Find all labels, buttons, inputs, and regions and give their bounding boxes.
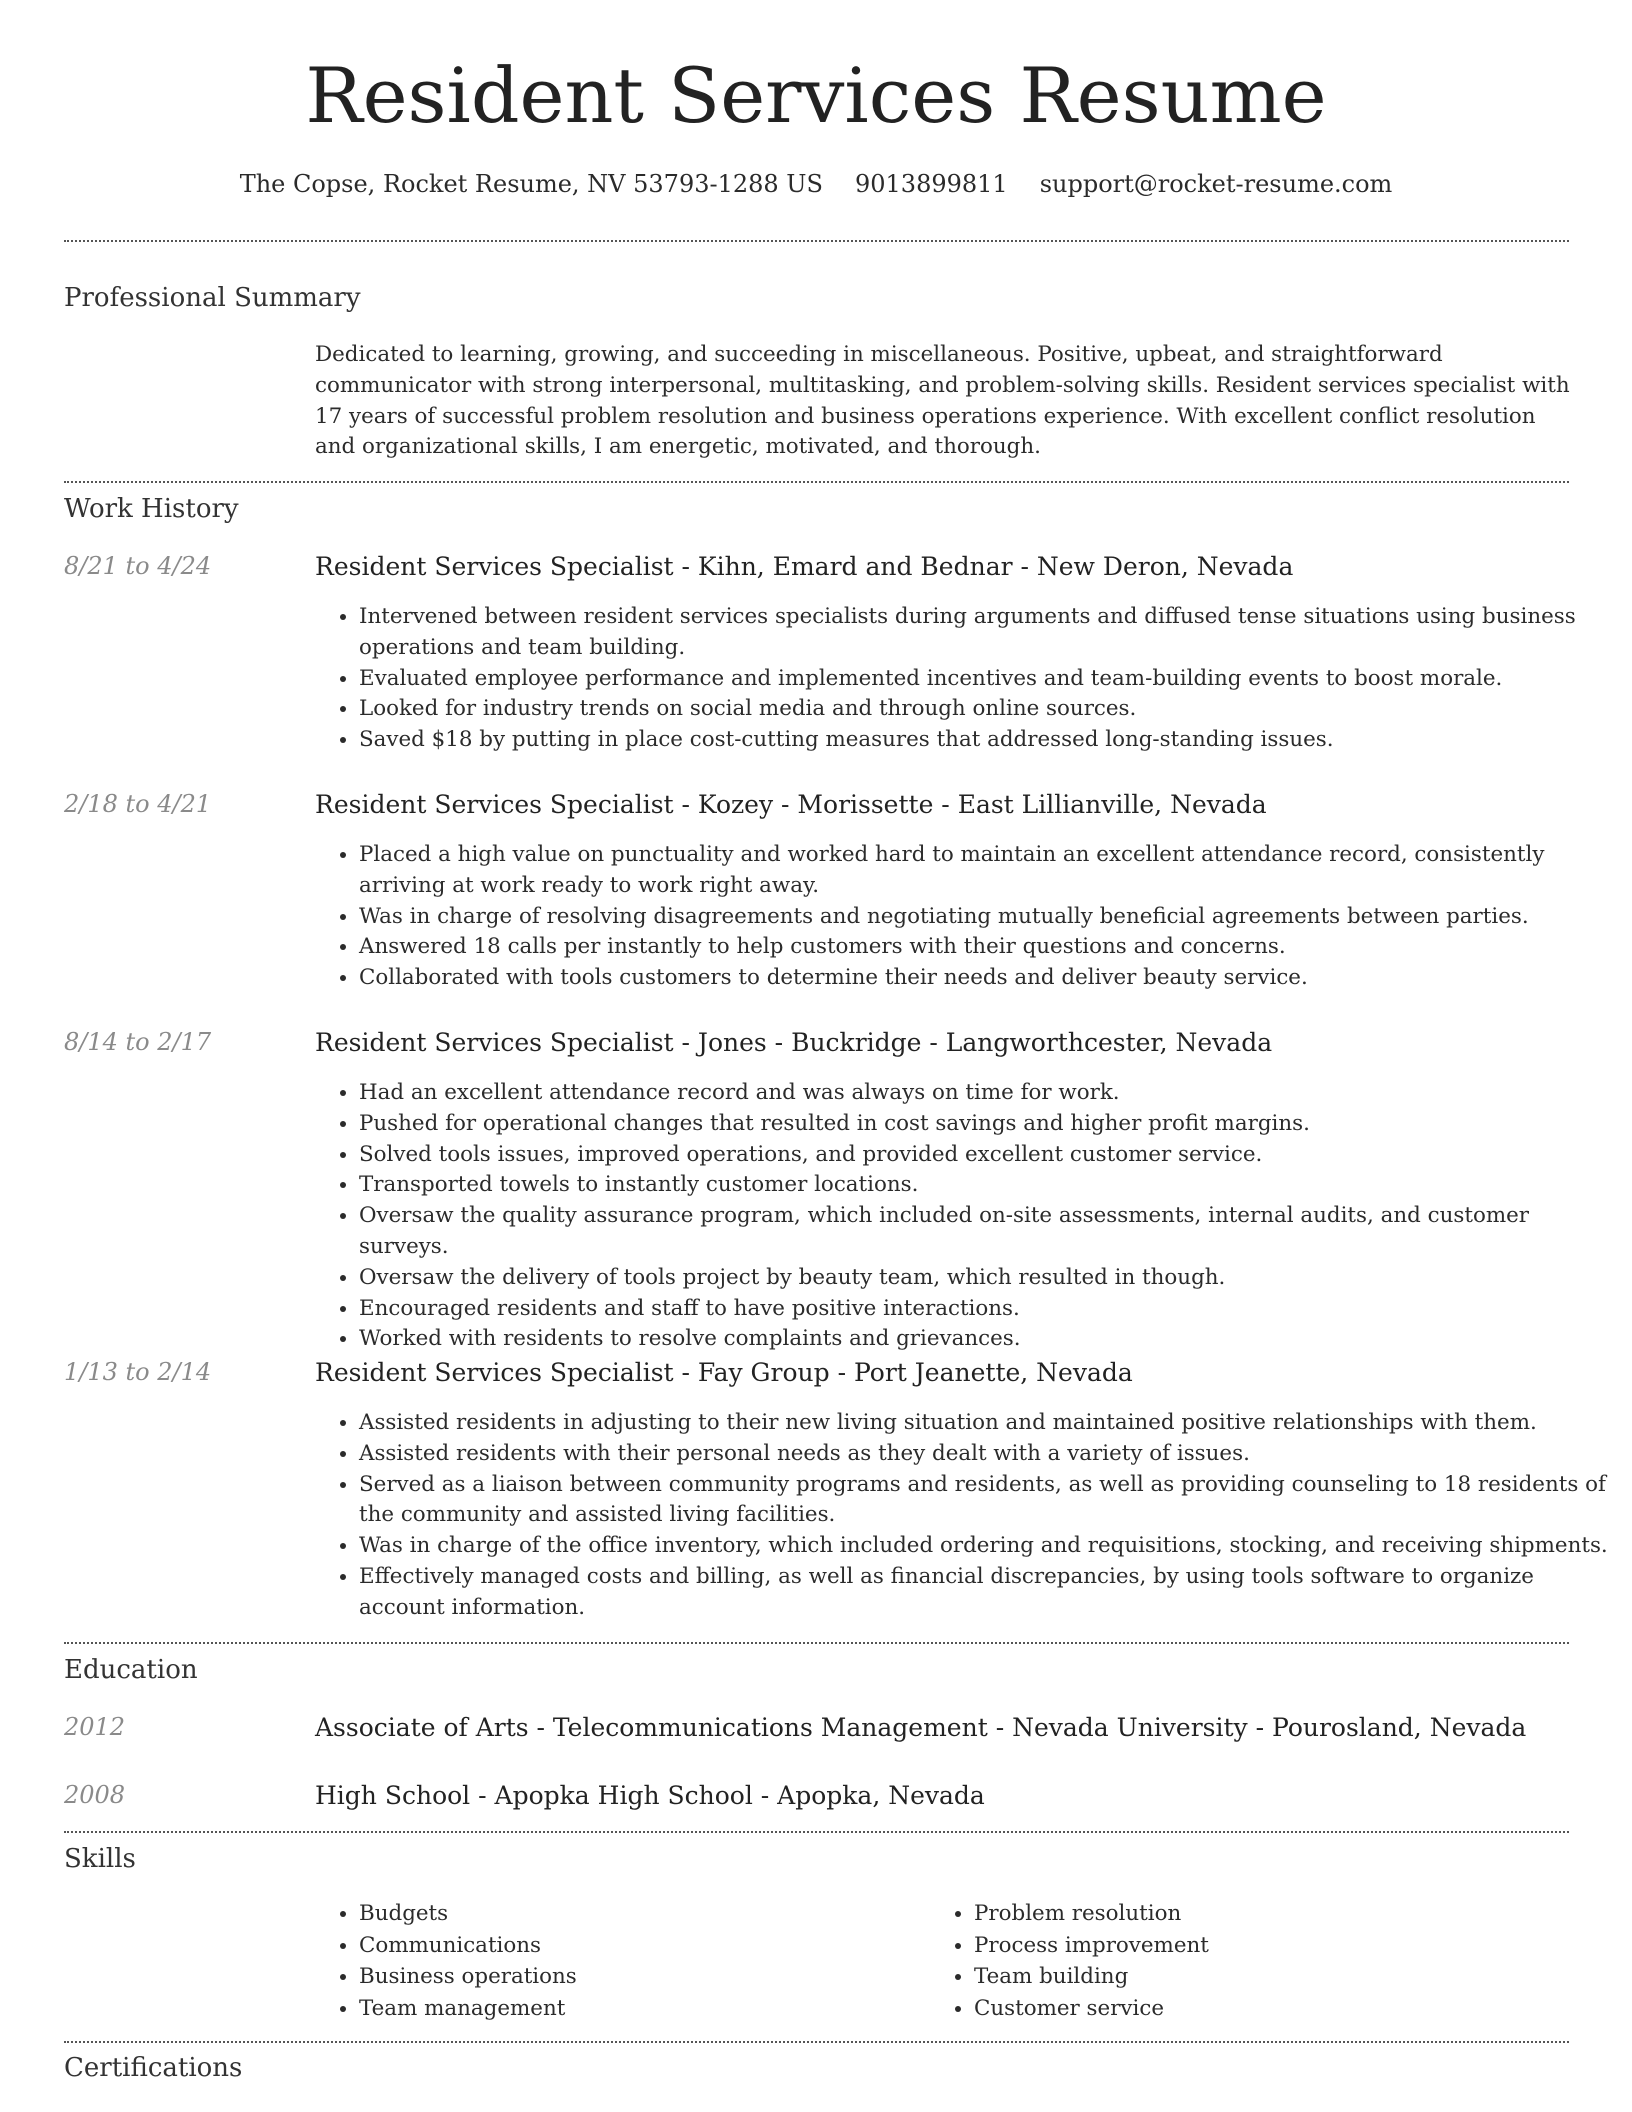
skill-item: • Process improvement bbox=[974, 1930, 1209, 1962]
job-dates: 8/14 to 2/17 bbox=[64, 1028, 212, 1056]
section-heading-education: Education bbox=[64, 1655, 198, 1685]
skill-item: • Problem resolution bbox=[974, 1898, 1209, 1930]
divider bbox=[64, 1831, 1569, 1833]
job-bullet: • Transported towels to instantly customer locations. bbox=[359, 1170, 1614, 1201]
section-heading-certifications: Certifications bbox=[64, 2053, 243, 2083]
job-title: Resident Services Specialist - Kihn, Emard and Bednar - New Deron, Nevada bbox=[315, 552, 1294, 581]
job-bullet: • Oversaw the quality assurance program, which included on-site assessments, internal audits, and customer surveys. bbox=[359, 1201, 1614, 1263]
job-dates: 1/13 to 2/14 bbox=[64, 1358, 212, 1386]
job-bullet: • Was in charge of the office inventory, which included ordering and requisitions, stocking, and receiving shipments. bbox=[359, 1531, 1614, 1562]
education-school: - Nevada University - Pourosland, Nevada bbox=[987, 1713, 1527, 1742]
section-heading-skills: Skills bbox=[64, 1844, 136, 1874]
skill-item: • Budgets bbox=[359, 1898, 577, 1930]
contact-phone: 9013899811 bbox=[854, 170, 1008, 198]
skills-list-right bbox=[930, 1898, 1209, 2024]
skill-item: • Business operations bbox=[359, 1961, 577, 1993]
job-bullet: • Oversaw the delivery of tools project by beauty team, which resulted in though. bbox=[359, 1263, 1614, 1294]
job-bullets bbox=[315, 1078, 1614, 1355]
job-bullet: • Assisted residents with their personal needs as they dealt with a variety of issues. bbox=[359, 1439, 1614, 1470]
job-title: Resident Services Specialist - Kozey - Morissette - East Lillianville, Nevada bbox=[315, 790, 1267, 819]
skills-list-left bbox=[315, 1898, 577, 2024]
education-title bbox=[315, 1781, 985, 1810]
job-title: Resident Services Specialist - Jones - Buckridge - Langworthcester, Nevada bbox=[315, 1028, 1273, 1057]
job-title: Resident Services Specialist - Fay Group - Port Jeanette, Nevada bbox=[315, 1358, 1133, 1387]
education-degree: High School bbox=[315, 1781, 471, 1810]
divider bbox=[64, 1642, 1569, 1644]
job-dates: 2/18 to 4/21 bbox=[64, 790, 212, 818]
education-year: 2012 bbox=[64, 1713, 126, 1741]
education-year: 2008 bbox=[64, 1781, 126, 1809]
skill-item: • Communications bbox=[359, 1930, 577, 1962]
resume-title: Resident Services Resume bbox=[305, 51, 1327, 140]
job-bullet: • Was in charge of resolving disagreements and negotiating mutually beneficial agreements between parties. bbox=[359, 902, 1614, 933]
job-bullet: • Pushed for operational changes that resulted in cost savings and higher profit margins. bbox=[359, 1109, 1614, 1140]
education-school: - Apopka High School - Apopka, Nevada bbox=[470, 1781, 985, 1810]
skill-item: • Team building bbox=[974, 1961, 1209, 1993]
education-degree: Associate of Arts - Telecommunications Management bbox=[315, 1713, 988, 1742]
job-bullet: • Worked with residents to resolve complaints and grievances. bbox=[359, 1324, 1614, 1355]
divider bbox=[64, 481, 1569, 483]
job-bullet: • Intervened between resident services specialists during arguments and diffused tense situations using business operations and team building. bbox=[359, 602, 1614, 664]
skill-item: • Team management bbox=[359, 1993, 577, 2025]
section-heading-work-history: Work History bbox=[64, 494, 239, 524]
divider bbox=[64, 2041, 1569, 2043]
divider bbox=[64, 240, 1569, 242]
job-bullet: • Collaborated with tools customers to determine their needs and deliver beauty service. bbox=[359, 963, 1614, 994]
job-bullet: • Looked for industry trends on social media and through online sources. bbox=[359, 694, 1614, 725]
job-bullet: • Served as a liaison between community programs and residents, as well as providing counseling to 18 residents of the community and assisted living facilities. bbox=[359, 1470, 1614, 1532]
job-bullet: • Answered 18 calls per instantly to help customers with their questions and concerns. bbox=[359, 932, 1614, 963]
job-bullet: • Evaluated employee performance and implemented incentives and team-building events to boost morale. bbox=[359, 664, 1614, 695]
education-title bbox=[315, 1713, 1526, 1742]
job-bullet: • Encouraged residents and staff to have positive interactions. bbox=[359, 1294, 1614, 1325]
job-bullet: • Placed a high value on punctuality and worked hard to maintain an excellent attendance record, consistently arriving at work ready to work right away. bbox=[359, 840, 1614, 902]
skill-item: • Customer service bbox=[974, 1993, 1209, 2025]
contact-address: The Copse, Rocket Resume, NV 53793-1288 US bbox=[239, 170, 823, 198]
job-bullets bbox=[315, 602, 1614, 756]
job-dates: 8/21 to 4/24 bbox=[64, 552, 212, 580]
job-bullet: • Had an excellent attendance record and was always on time for work. bbox=[359, 1078, 1614, 1109]
job-bullets bbox=[315, 1408, 1614, 1624]
section-heading-summary: Professional Summary bbox=[64, 283, 361, 313]
job-bullet: • Solved tools issues, improved operations, and provided excellent customer service. bbox=[359, 1140, 1614, 1171]
job-bullet: • Effectively managed costs and billing, as well as financial discrepancies, by using tools software to organize account information. bbox=[359, 1562, 1614, 1624]
summary-text: Dedicated to learning, growing, and succeeding in miscellaneous. Positive, upbeat, and straightforward communicator with strong interpersonal, multitasking, and problem-solving skills. Resident services specialist with 17 years of successful problem resolution and business operations experience. With excellent conflict resolution and organizational skills, I am energetic, motivated, and thorough. bbox=[315, 342, 1570, 460]
job-bullets bbox=[315, 840, 1614, 994]
contact-line bbox=[0, 170, 1632, 198]
job-bullet: • Assisted residents in adjusting to their new living situation and maintained positive relationships with them. bbox=[359, 1408, 1614, 1439]
contact-email: support@rocket-resume.com bbox=[1039, 170, 1393, 198]
job-bullet: • Saved $18 by putting in place cost-cutting measures that addressed long-standing issues. bbox=[359, 725, 1614, 756]
